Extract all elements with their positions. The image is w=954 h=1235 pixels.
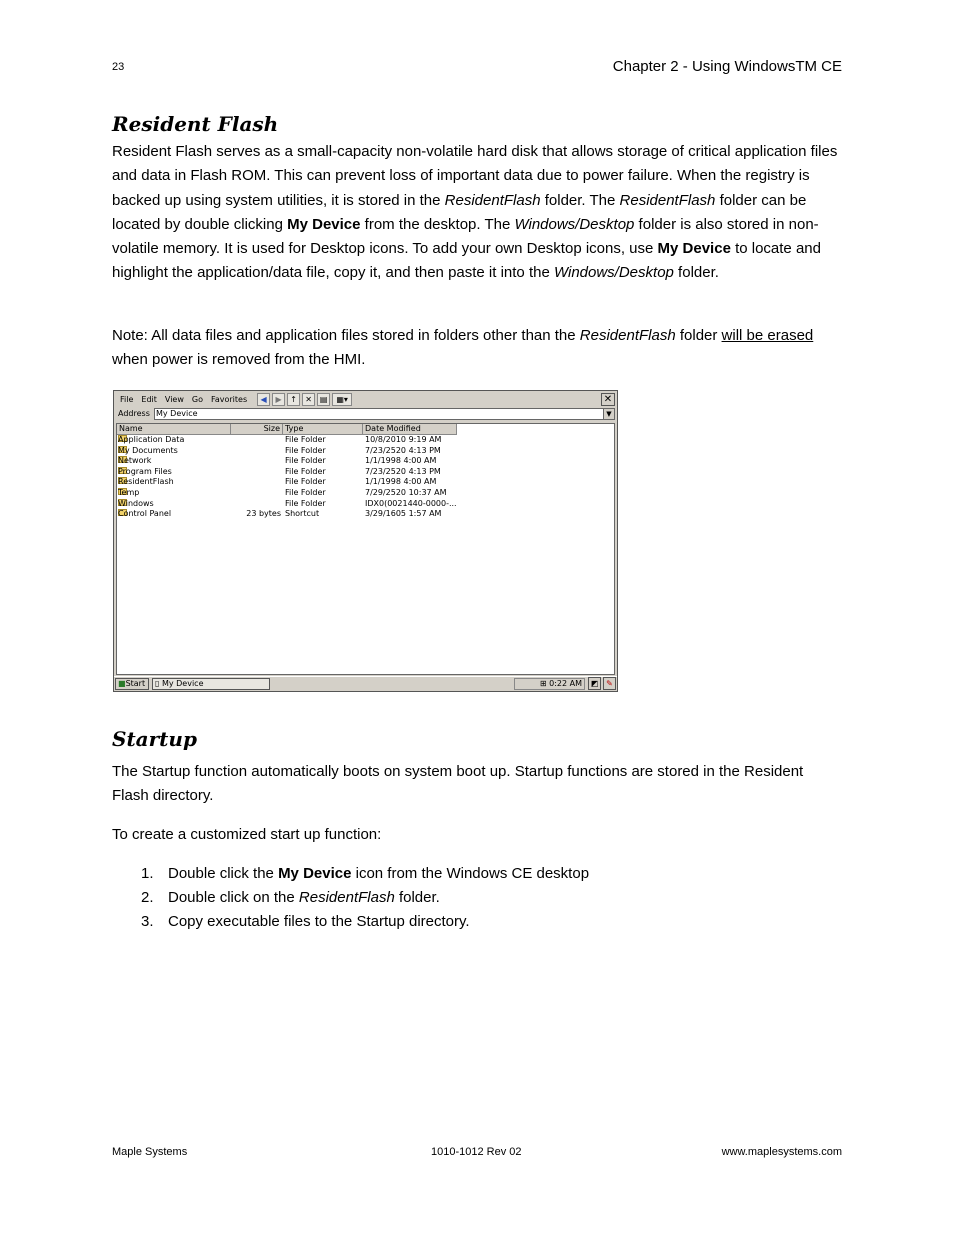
back-icon[interactable]: ◀: [257, 393, 270, 406]
file-name-text: My Documents: [118, 445, 178, 455]
address-input[interactable]: My Device: [154, 408, 604, 420]
list-item: [112, 886, 589, 910]
text-run: My Device: [278, 865, 352, 882]
file-date: 1/1/1998 4:00 AM: [365, 456, 437, 466]
menu-bar: [116, 392, 615, 407]
text-run: My Device: [287, 215, 361, 233]
footer-center: 1010-1012 Rev 02: [431, 1146, 522, 1158]
file-name-text: Program Files: [118, 466, 172, 476]
text-run: ResidentFlash: [298, 889, 395, 907]
text-run: Double click on the: [168, 889, 299, 907]
step-number: 1.: [141, 865, 154, 882]
section-heading-resident-flash: Resident Flash: [112, 112, 279, 136]
clock: 0:22 AM: [549, 679, 582, 688]
text-run: Resident Flash serves as a small-capacity non-volatile hard disk that allows storage of critical application files and data in Flash ROM. This can prevent loss of important data due to power failure. When the registry is backed up using system utilities, it is stored in the: [112, 143, 838, 209]
forward-icon[interactable]: ▶: [272, 393, 285, 406]
file-type: File Folder: [285, 435, 326, 444]
table-row[interactable]: [117, 488, 614, 499]
text-run: Windows/Desktop: [553, 264, 674, 282]
file-name-text: ResidentFlash: [118, 477, 174, 487]
file-name-text: Control Panel: [118, 509, 172, 519]
taskbar-item-my-device[interactable]: [152, 678, 270, 690]
explorer-screenshot: [113, 390, 618, 692]
system-tray: [514, 678, 585, 690]
text-run: folder can be located by double clicking: [112, 191, 807, 233]
column-name[interactable]: Name: [117, 424, 231, 434]
table-row[interactable]: [117, 499, 614, 510]
startup-steps: [112, 862, 589, 935]
step-number: 2.: [141, 889, 154, 907]
chapter-title: Chapter 2 - Using WindowsTM CE: [612, 58, 842, 75]
chevron-down-icon[interactable]: ▼: [603, 408, 615, 420]
file-date: IDX0(0021440-0000-...: [365, 498, 457, 508]
file-name-text: Windows: [118, 498, 154, 508]
list-item: [112, 862, 589, 886]
file-date: 7/29/2520 10:37 AM: [365, 488, 447, 497]
file-size: 23 bytes: [246, 509, 281, 519]
menu-file[interactable]: File: [120, 395, 134, 404]
file-type: File Folder: [285, 498, 326, 508]
text-run: ResidentFlash: [619, 191, 716, 209]
table-row[interactable]: [117, 477, 614, 488]
table-row[interactable]: [117, 467, 614, 478]
text-run: Double click the: [168, 865, 279, 882]
menu-edit[interactable]: Edit: [141, 395, 157, 404]
views-icon[interactable]: ▦▾: [332, 393, 352, 406]
input-panel-icon[interactable]: ✎: [603, 677, 616, 690]
text-run: folder. The: [540, 191, 620, 209]
column-type[interactable]: Type: [283, 424, 363, 434]
text-run: from the desktop. The: [360, 215, 515, 233]
text-run: folder.: [394, 889, 440, 907]
file-type: File Folder: [285, 456, 326, 466]
address-label: Address: [118, 409, 150, 418]
startup-intro: To create a customized start up function:: [112, 826, 382, 843]
windows-logo-icon: ■: [118, 679, 126, 688]
text-run: icon from the Windows CE desktop: [351, 865, 590, 882]
menu-go[interactable]: Go: [191, 395, 203, 404]
step-number: 3.: [141, 913, 154, 931]
file-type: File Folder: [285, 477, 326, 487]
start-label: Start: [125, 679, 146, 688]
table-row[interactable]: [117, 435, 614, 446]
start-button[interactable]: [115, 678, 149, 690]
file-type: File Folder: [285, 445, 326, 455]
text-run: Windows/Desktop: [514, 215, 635, 233]
resident-flash-paragraph: [112, 140, 844, 286]
file-name-text: Application Data: [118, 435, 185, 444]
column-header: [117, 424, 457, 435]
column-size[interactable]: Size: [231, 424, 283, 434]
file-date: 10/8/2010 9:19 AM: [365, 435, 442, 444]
device-icon: ▯: [155, 679, 160, 688]
file-name-text: Network: [118, 456, 152, 466]
text-run: ResidentFlash: [579, 327, 676, 344]
menu-favorites[interactable]: Favorites: [210, 395, 248, 404]
desktop-icon[interactable]: ◩: [588, 677, 601, 690]
list-item: [112, 910, 589, 934]
text-run: Note: All data files and application files stored in folders other than the: [112, 327, 580, 344]
footer-right: www.maplesystems.com: [721, 1146, 842, 1158]
text-run: Copy executable files to the Startup directory.: [168, 913, 470, 931]
text-run: ResidentFlash: [444, 191, 541, 209]
text-run: folder: [675, 327, 722, 344]
task-label: My Device: [161, 679, 204, 688]
footer-left: Maple Systems: [112, 1146, 188, 1158]
startup-paragraph: The Startup function automatically boots on system boot up. Startup functions are stored in the Resident Flash directory.: [112, 763, 804, 805]
taskbar: [114, 676, 617, 692]
text-run: folder.: [673, 264, 719, 282]
text-run: My Device: [657, 240, 731, 258]
delete-icon[interactable]: ✕: [302, 393, 315, 406]
file-date: 7/23/2520 4:13 PM: [365, 445, 441, 455]
text-run: when power is removed from the HMI.: [112, 351, 366, 369]
file-type: Shortcut: [285, 509, 320, 519]
file-date: 7/23/2520 4:13 PM: [365, 466, 441, 476]
text-run: folder is also stored in non-volatile memory. It is used for Desktop icons. To add your own Desktop icons, use: [112, 215, 819, 258]
table-row[interactable]: [117, 446, 614, 457]
up-folder-icon[interactable]: ↑: [287, 393, 300, 406]
close-icon[interactable]: ✕: [601, 393, 615, 406]
file-name-text: Temp: [118, 488, 140, 497]
section-heading-startup: Startup: [112, 727, 197, 751]
table-row[interactable]: [117, 456, 614, 467]
file-type: File Folder: [285, 466, 326, 476]
file-type: File Folder: [285, 488, 326, 497]
network-icon: ⊞: [539, 679, 547, 688]
address-bar: [116, 408, 616, 422]
text-run: to locate and highlight the application/data file, copy it, and then paste it into the: [112, 240, 821, 282]
file-date: 3/29/1605 1:57 AM: [365, 509, 442, 519]
file-date: 1/1/1998 4:00 AM: [365, 477, 437, 487]
table-row[interactable]: [117, 509, 614, 520]
file-list: [116, 423, 615, 675]
note-paragraph: [112, 324, 844, 373]
properties-icon[interactable]: ▤: [317, 393, 330, 406]
text-run: will be erased: [721, 327, 814, 344]
menu-view[interactable]: View: [164, 395, 184, 404]
column-date[interactable]: Date Modified: [363, 424, 457, 434]
page-number: 23: [112, 61, 125, 73]
